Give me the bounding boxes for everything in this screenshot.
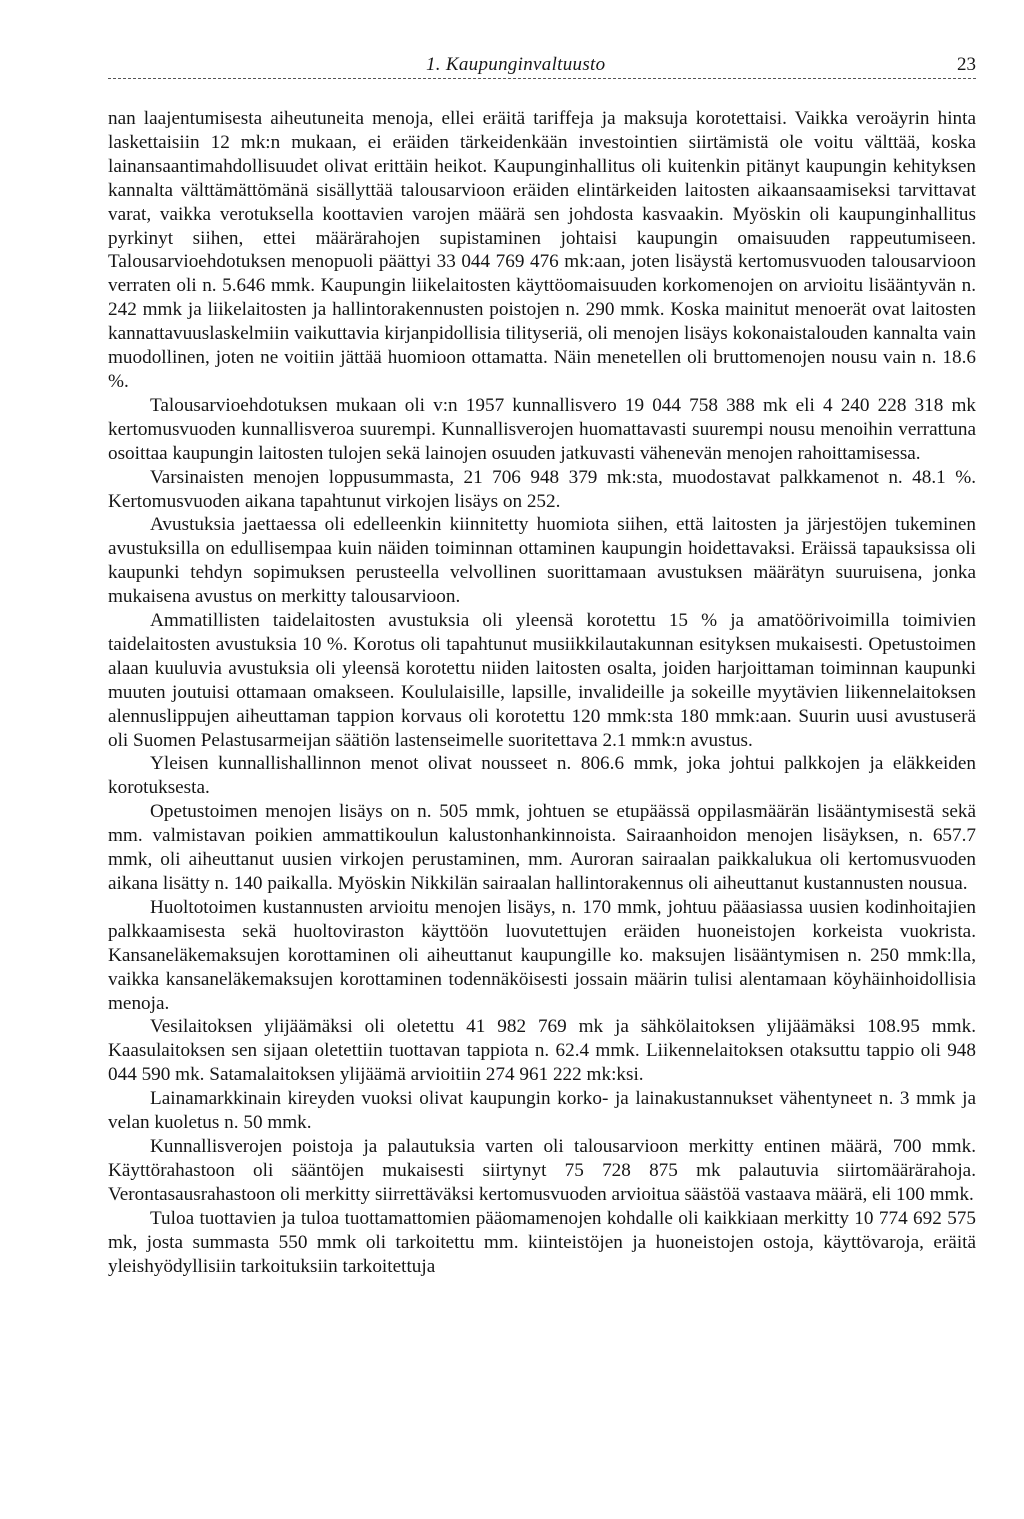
paragraph: Huoltotoimen kustannusten arvioitu menojen lisäys, n. 170 mmk, johtuu pääasiassa uusien kodinhoitajien palkkaamisesta sekä huoltoviraston käyttöön luovutettujen eräiden huoneistojen korkeista vuokrista. Kansaneläkemaksujen korottaminen oli aiheuttanut kaupungille ko. maksujen lisääntymisen n. 250 mmk:lla, vaikka kansaneläkemaksujen korottaminen todennäköisesti jossain määrin tulisi alentamaan köyhäinhoidollisia menoja. <box>108 896 976 1014</box>
paragraph: Opetustoimen menojen lisäys on n. 505 mmk, johtuen se etupäässä oppilasmäärän lisääntymisestä sekä mm. valmistavan poikien ammattikoulun kalustonhankinnoista. Sairaanhoidon menojen lisäyksen, n. 657.7 mmk, oli aiheuttanut uusien virkojen perustaminen, mm. Auroran sairaalan paikkalukua oli kertomusvuoden aikana lisätty n. 140 paikalla. Myöskin Nikkilän sairaalan hallintorakennus oli aiheuttanut kustannusten nousua. <box>108 801 976 894</box>
paragraph: Yleisen kunnallishallinnon menot olivat nousseet n. 806.6 mmk, joka johtui palkkojen ja eläkkeiden korotuksesta. <box>108 753 976 799</box>
paragraph: Lainamarkkinain kireyden vuoksi olivat kaupungin korko- ja lainakustannukset vähentyneet n. 3 mmk ja velan kuoletus n. 50 mmk. <box>108 1088 976 1134</box>
document-page <box>108 48 976 1278</box>
running-header <box>108 48 976 78</box>
body-text <box>108 107 976 1278</box>
paragraph-continued: nan laajentumisesta aiheutuneita menoja, ellei eräitä tariffeja ja maksuja korotettaisi. Vaikka veroäyrin hinta laskettaisiin 12 mk:n mukaan, ei eräiden tärkeidenkään investointien siirtämistä ole voitu välttää, koska lainansaantimahdollisuudet olivat erittäin heikot. Kaupunginhallitus oli kuitenkin pitänyt kaupungin kehityksen kannalta välttämättömänä sisällyttää talousarvioon eräiden elintärkeiden laitosten aikaansaamiseksi tarvittavat varat, vaikka verotuksella koottavien varojen määrä sen johdosta kasvaakin. Myöskin oli kaupunginhallitus pyrkinyt siihen, ettei määrärahojen supistaminen johtaisi kaupungin omaisuuden rappeutumiseen. Talousarvioehdotuksen menopuoli päättyi 33 044 769 476 mk:aan, joten lisäystä kertomusvuoden talousarvioon verraten oli n. 5.646 mmk. Kaupungin liikelaitosten käyttöomaisuuden korkomenojen on arvioitu lisääntyvän n. 242 mmk ja liikelaitosten ja hallintorakennusten poistojen n. 290 mmk. Koska mainitut menoerät ovat laitosten kannattavuuslaskelmiin vaikuttavia kirjanpidollisia tilityseriä, oli menojen lisäys kokonaistalouden kannalta vain muodollinen, joten ne voitiin jättää huomioon ottamatta. Näin menetellen oli bruttomenojen nousu vain n. 18.6 %. <box>108 108 976 392</box>
paragraph: Varsinaisten menojen loppusummasta, 21 706 948 379 mk:sta, muodostavat palkkamenot n. 48.1 %. Kertomusvuoden aikana tapahtunut virkojen lisäys on 252. <box>108 466 976 512</box>
page-number: 23 <box>957 54 976 75</box>
paragraph: Avustuksia jaettaessa oli edelleenkin kiinnitetty huomiota siihen, että laitosten ja järjestöjen tukeminen avustuksilla on edullisempaa kuin näiden toiminnan ottaminen kaupungin hoidettavaksi. Eräissä tapauksissa oli kaupunki tehdyn sopimuksen perusteella velvollinen suorittamaan avustuksen määrätyn suuruisena, jonka mukaisena avustus on merkitty talousarvioon. <box>108 514 976 608</box>
paragraph: Tuloa tuottavien ja tuloa tuottamattomien pääomamenojen kohdalle oli kaikkiaan merkitty 10 774 692 575 mk, josta summasta 550 mmk oli tarkoitettu mm. kiinteistöjen ja huoneistojen ostoja, käyttövaroja, eräitä yleishyödyllisiin tarkoituksiin tarkoitettuja <box>108 1207 976 1277</box>
paragraph: Vesilaitoksen ylijäämäksi oli oletettu 41 982 769 mk ja sähkölaitoksen ylijäämäksi 108.95 mmk. Kaasulaitoksen sen sijaan oletettiin tuottavan tappiota n. 62.4 mmk. Liikennelaitoksen otaksuttu tappio oli 948 044 590 mk. Satamalaitoksen ylijäämä arvioitiin 274 961 222 mk:ksi. <box>108 1016 976 1086</box>
paragraph: Ammatillisten taidelaitosten avustuksia oli yleensä korotettu 15 % ja amatöörivoimilla toimivien taidelaitosten avustuksia 10 %. Korotus oli tapahtunut musiikkilautakunnan esityksen mukaisesti. Opetustoimen alaan kuuluvia avustuksia oli yleensä korotettu niiden laitosten osalta, joiden harjoittaman toiminnan kaupunki muuten joutuisi ottamaan omakseen. Koululaisille, lapsille, invalideille ja sokeille myytävien liikennelaitoksen alennuslippujen aiheuttaman tappion korvaus oli korotettu 120 mmk:sta 180 mmk:aan. Suurin uusi avustuserä oli Suomen Pelastusarmeijan säätiön lastenseimelle suoritettava 2.1 mmk:n avustus. <box>108 610 976 751</box>
paragraph: Kunnallisverojen poistoja ja palautuksia varten oli talousarvioon merkitty entinen määrä, 700 mmk. Käyttörahastoon oli sääntöjen mukaisesti siirtynyt 75 728 875 mk palautuvia siirtomäärärahoja. Verontasausrahastoon oli merkitty siirrettäväksi kertomusvuoden arvioitua säästöä vastaava määrä, eli 100 mmk. <box>108 1135 976 1205</box>
chapter-title: 1. Kaupunginvaltuusto <box>426 54 606 75</box>
paragraph: Talousarvioehdotuksen mukaan oli v:n 1957 kunnallisvero 19 044 758 388 mk eli 4 240 228 318 mk kertomusvuoden kunnallisveroa suurempi. Kunnallisverojen huomattavasti suurempi nousu menoihin verrattuna osoittaa kaupungin laitosten tulojen sekä lainojen osuuden jatkuvasti vähenevän menojen rahoittamisessa. <box>108 394 976 464</box>
header-rule <box>108 78 976 79</box>
